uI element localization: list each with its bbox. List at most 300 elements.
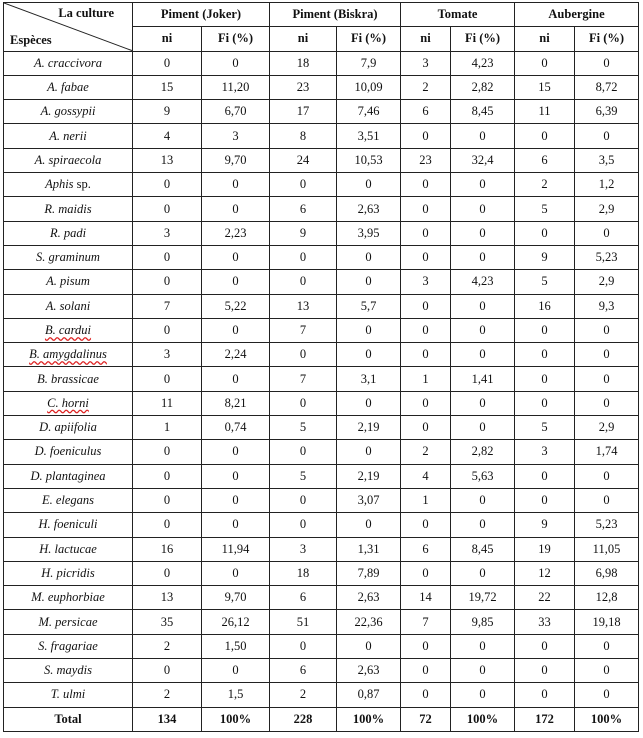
ni-cell: 4 <box>133 124 202 148</box>
ni-cell: 9 <box>515 245 575 269</box>
ni-cell: 0 <box>515 367 575 391</box>
total-cell: 100% <box>202 707 270 731</box>
group-header-piment-joker: Piment (Joker) <box>133 3 270 27</box>
ni-cell: 0 <box>133 173 202 197</box>
ni-cell: 0 <box>133 659 202 683</box>
ni-cell: 2 <box>133 683 202 707</box>
species-name: B. brassicae <box>37 371 99 386</box>
ni-cell: 9 <box>515 513 575 537</box>
ni-cell: 3 <box>401 51 451 75</box>
ni-cell: 0 <box>515 634 575 658</box>
fi-cell: 0 <box>202 270 270 294</box>
species-name-cell <box>4 634 133 658</box>
fi-cell: 32,4 <box>451 148 515 172</box>
fi-cell: 0 <box>575 464 639 488</box>
sub-header-fi: Fi (%) <box>575 27 639 51</box>
species-name-cell <box>4 221 133 245</box>
ni-cell: 0 <box>401 197 451 221</box>
species-name-cell <box>4 464 133 488</box>
species-name: A. spiraecola <box>34 152 102 167</box>
total-cell: 100% <box>451 707 515 731</box>
species-name: H. lactucae <box>39 541 97 556</box>
fi-cell: 2,63 <box>337 586 401 610</box>
fi-cell: 0 <box>451 221 515 245</box>
ni-cell: 1 <box>133 416 202 440</box>
table-row <box>4 124 639 148</box>
ni-cell: 0 <box>515 124 575 148</box>
fi-cell: 0 <box>451 318 515 342</box>
group-header-piment-biskra: Piment (Biskra) <box>270 3 401 27</box>
table-row <box>4 367 639 391</box>
total-cell: 228 <box>270 707 337 731</box>
fi-cell: 0 <box>575 221 639 245</box>
species-name-cell <box>4 683 133 707</box>
ni-cell: 6 <box>270 659 337 683</box>
fi-cell: 0 <box>202 197 270 221</box>
fi-cell: 1,31 <box>337 537 401 561</box>
ni-cell: 2 <box>270 683 337 707</box>
species-name: M. persicae <box>38 614 98 629</box>
species-name-cell <box>4 148 133 172</box>
fi-cell: 19,18 <box>575 610 639 634</box>
ni-cell: 35 <box>133 610 202 634</box>
fi-cell: 4,23 <box>451 270 515 294</box>
species-name-cell <box>4 416 133 440</box>
ni-cell: 1 <box>401 488 451 512</box>
table-row <box>4 294 639 318</box>
species-name-cell <box>4 75 133 99</box>
species-name-cell <box>4 51 133 75</box>
table-row <box>4 318 639 342</box>
ni-cell: 0 <box>401 124 451 148</box>
ni-cell: 0 <box>133 464 202 488</box>
ni-cell: 0 <box>270 245 337 269</box>
fi-cell: 5,23 <box>575 513 639 537</box>
total-cell: 134 <box>133 707 202 731</box>
fi-cell: 5,22 <box>202 294 270 318</box>
ni-cell: 0 <box>401 561 451 585</box>
ni-cell: 33 <box>515 610 575 634</box>
species-name: B. cardui <box>44 323 92 337</box>
fi-cell: 0 <box>451 294 515 318</box>
ni-cell: 7 <box>401 610 451 634</box>
species-name-cell <box>4 124 133 148</box>
ni-cell: 0 <box>133 197 202 221</box>
table-row <box>4 610 639 634</box>
fi-cell: 0 <box>337 634 401 658</box>
ni-cell: 5 <box>515 270 575 294</box>
table-row <box>4 270 639 294</box>
species-name: H. picridis <box>41 565 95 580</box>
fi-cell: 3 <box>202 124 270 148</box>
fi-cell: 0 <box>575 343 639 367</box>
fi-cell: 3,5 <box>575 148 639 172</box>
fi-cell: 11,05 <box>575 537 639 561</box>
ni-cell: 2 <box>133 634 202 658</box>
total-cell: 100% <box>337 707 401 731</box>
fi-cell: 10,53 <box>337 148 401 172</box>
fi-cell: 4,23 <box>451 51 515 75</box>
ni-cell: 14 <box>401 586 451 610</box>
fi-cell: 0 <box>451 173 515 197</box>
fi-cell: 0 <box>337 440 401 464</box>
fi-cell: 22,36 <box>337 610 401 634</box>
fi-cell: 0,87 <box>337 683 401 707</box>
fi-cell: 0 <box>337 245 401 269</box>
header-row-groups <box>4 3 639 27</box>
fi-cell: 3,1 <box>337 367 401 391</box>
species-name-cell <box>4 173 133 197</box>
fi-cell: 9,3 <box>575 294 639 318</box>
ni-cell: 1 <box>401 367 451 391</box>
ni-cell: 0 <box>515 464 575 488</box>
table-row <box>4 513 639 537</box>
species-label: Espèces <box>10 32 52 47</box>
fi-cell: 0 <box>575 367 639 391</box>
ni-cell: 18 <box>270 561 337 585</box>
fi-cell: 0 <box>575 124 639 148</box>
species-name: A. craccivora <box>33 55 103 70</box>
total-cell: 172 <box>515 707 575 731</box>
ni-cell: 0 <box>515 343 575 367</box>
fi-cell: 2,19 <box>337 416 401 440</box>
species-name: S. graminum <box>36 250 100 265</box>
ni-cell: 13 <box>270 294 337 318</box>
fi-cell: 0 <box>202 51 270 75</box>
species-name-cell <box>4 659 133 683</box>
ni-cell: 0 <box>401 294 451 318</box>
sub-header-fi: Fi (%) <box>337 27 401 51</box>
ni-cell: 0 <box>401 245 451 269</box>
fi-cell: 8,72 <box>575 75 639 99</box>
ni-cell: 0 <box>133 488 202 512</box>
fi-cell: 0 <box>451 197 515 221</box>
ni-cell: 5 <box>515 197 575 221</box>
ni-cell: 3 <box>401 270 451 294</box>
table-row <box>4 440 639 464</box>
ni-cell: 3 <box>133 221 202 245</box>
table-body <box>4 51 639 707</box>
ni-cell: 0 <box>133 270 202 294</box>
table-row <box>4 100 639 124</box>
ni-cell: 15 <box>515 75 575 99</box>
fi-cell: 0 <box>337 391 401 415</box>
ni-cell: 0 <box>270 440 337 464</box>
fi-cell: 6,39 <box>575 100 639 124</box>
fi-cell: 7,9 <box>337 51 401 75</box>
fi-cell: 8,21 <box>202 391 270 415</box>
species-name: R. padi <box>49 225 87 240</box>
species-name-cell <box>4 586 133 610</box>
table-row <box>4 245 639 269</box>
species-name: A. pisum <box>46 274 90 289</box>
ni-cell: 0 <box>270 173 337 197</box>
ni-cell: 23 <box>270 75 337 99</box>
group-header-aubergine: Aubergine <box>515 3 639 27</box>
ni-cell: 0 <box>515 488 575 512</box>
ni-cell: 0 <box>401 221 451 245</box>
ni-cell: 6 <box>401 537 451 561</box>
ni-cell: 0 <box>133 367 202 391</box>
species-name-cell <box>4 561 133 585</box>
ni-cell: 11 <box>133 391 202 415</box>
ni-cell: 0 <box>270 391 337 415</box>
ni-cell: 0 <box>401 659 451 683</box>
fi-cell: 0 <box>202 513 270 537</box>
fi-cell: 2,24 <box>202 343 270 367</box>
corner-header-cell <box>4 3 133 52</box>
fi-cell: 26,12 <box>202 610 270 634</box>
species-name-cell <box>4 391 133 415</box>
ni-cell: 12 <box>515 561 575 585</box>
species-name-cell <box>4 294 133 318</box>
fi-cell: 3,51 <box>337 124 401 148</box>
fi-cell: 9,85 <box>451 610 515 634</box>
ni-cell: 0 <box>401 513 451 537</box>
fi-cell: 2,63 <box>337 659 401 683</box>
fi-cell: 0 <box>202 440 270 464</box>
species-name-cell <box>4 245 133 269</box>
table-row <box>4 343 639 367</box>
fi-cell: 8,45 <box>451 537 515 561</box>
table-row <box>4 634 639 658</box>
fi-cell: 0 <box>451 488 515 512</box>
ni-cell: 15 <box>133 75 202 99</box>
species-name: E. elegans <box>41 493 95 508</box>
fi-cell: 0 <box>337 270 401 294</box>
ni-cell: 0 <box>401 634 451 658</box>
table-row <box>4 464 639 488</box>
table-row <box>4 75 639 99</box>
ni-cell: 0 <box>401 416 451 440</box>
species-epithet: sp. <box>76 177 91 192</box>
ni-cell: 0 <box>515 683 575 707</box>
species-name: A. gossypii <box>40 104 96 119</box>
fi-cell: 1,2 <box>575 173 639 197</box>
ni-cell: 13 <box>133 586 202 610</box>
ni-cell: 51 <box>270 610 337 634</box>
fi-cell: 2,19 <box>337 464 401 488</box>
group-header-tomate: Tomate <box>401 3 515 27</box>
species-name-cell <box>4 343 133 367</box>
table-row <box>4 221 639 245</box>
ni-cell: 13 <box>133 148 202 172</box>
ni-cell: 9 <box>133 100 202 124</box>
species-name-cell <box>4 513 133 537</box>
fi-cell: 0 <box>575 634 639 658</box>
fi-cell: 2,9 <box>575 416 639 440</box>
fi-cell: 0 <box>575 683 639 707</box>
ni-cell: 3 <box>133 343 202 367</box>
ni-cell: 18 <box>270 51 337 75</box>
ni-cell: 0 <box>401 318 451 342</box>
fi-cell: 2,23 <box>202 221 270 245</box>
fi-cell: 3,95 <box>337 221 401 245</box>
ni-cell: 0 <box>515 51 575 75</box>
table-row <box>4 488 639 512</box>
total-row <box>4 707 639 731</box>
ni-cell: 0 <box>401 391 451 415</box>
ni-cell: 0 <box>133 318 202 342</box>
species-name-cell <box>4 100 133 124</box>
fi-cell: 0 <box>451 391 515 415</box>
ni-cell: 19 <box>515 537 575 561</box>
ni-cell: 16 <box>515 294 575 318</box>
species-name-cell <box>4 610 133 634</box>
fi-cell: 9,70 <box>202 586 270 610</box>
fi-cell: 2,82 <box>451 440 515 464</box>
species-name: D. apiifolia <box>39 420 97 435</box>
fi-cell: 2,9 <box>575 270 639 294</box>
ni-cell: 6 <box>515 148 575 172</box>
ni-cell: 24 <box>270 148 337 172</box>
fi-cell: 8,45 <box>451 100 515 124</box>
fi-cell: 12,8 <box>575 586 639 610</box>
fi-cell: 0 <box>575 391 639 415</box>
fi-cell: 0 <box>202 488 270 512</box>
fi-cell: 1,50 <box>202 634 270 658</box>
fi-cell: 1,74 <box>575 440 639 464</box>
species-name-cell <box>4 197 133 221</box>
ni-cell: 0 <box>270 270 337 294</box>
fi-cell: 19,72 <box>451 586 515 610</box>
species-name-cell <box>4 537 133 561</box>
fi-cell: 5,7 <box>337 294 401 318</box>
ni-cell: 0 <box>401 173 451 197</box>
fi-cell: 7,89 <box>337 561 401 585</box>
fi-cell: 10,09 <box>337 75 401 99</box>
sub-header-ni: ni <box>133 27 202 51</box>
species-name: H. foeniculi <box>38 517 98 532</box>
ni-cell: 0 <box>515 318 575 342</box>
ni-cell: 23 <box>401 148 451 172</box>
ni-cell: 0 <box>515 221 575 245</box>
fi-cell: 0 <box>202 173 270 197</box>
fi-cell: 0 <box>451 683 515 707</box>
fi-cell: 0 <box>575 51 639 75</box>
total-cell: 100% <box>575 707 639 731</box>
species-name: R. maidis <box>44 201 92 216</box>
ni-cell: 9 <box>270 221 337 245</box>
sub-header-fi: Fi (%) <box>202 27 270 51</box>
table-row <box>4 561 639 585</box>
fi-cell: 0 <box>337 318 401 342</box>
ni-cell: 7 <box>270 318 337 342</box>
ni-cell: 6 <box>270 197 337 221</box>
fi-cell: 0 <box>337 513 401 537</box>
species-name: S. maydis <box>44 663 92 678</box>
fi-cell: 0 <box>337 343 401 367</box>
ni-cell: 3 <box>270 537 337 561</box>
ni-cell: 0 <box>133 440 202 464</box>
ni-cell: 0 <box>270 343 337 367</box>
table-row <box>4 173 639 197</box>
sub-header-ni: ni <box>270 27 337 51</box>
fi-cell: 0 <box>337 173 401 197</box>
ni-cell: 2 <box>515 173 575 197</box>
fi-cell: 2,9 <box>575 197 639 221</box>
ni-cell: 0 <box>270 634 337 658</box>
ni-cell: 11 <box>515 100 575 124</box>
fi-cell: 9,70 <box>202 148 270 172</box>
table-row <box>4 197 639 221</box>
fi-cell: 1,5 <box>202 683 270 707</box>
fi-cell: 0 <box>451 513 515 537</box>
species-name-cell <box>4 488 133 512</box>
ni-cell: 2 <box>401 440 451 464</box>
species-name: S. fragariae <box>38 638 98 653</box>
species-name: D. foeniculus <box>34 444 102 459</box>
species-name-cell <box>4 318 133 342</box>
ni-cell: 0 <box>401 343 451 367</box>
total-label: Total <box>4 707 133 731</box>
ni-cell: 3 <box>515 440 575 464</box>
species-name: C. horni <box>47 395 89 410</box>
ni-cell: 0 <box>133 245 202 269</box>
table-row <box>4 537 639 561</box>
ni-cell: 4 <box>401 464 451 488</box>
sub-header-ni: ni <box>515 27 575 51</box>
fi-cell: 0 <box>202 464 270 488</box>
table-row <box>4 416 639 440</box>
fi-cell: 11,20 <box>202 75 270 99</box>
species-name: T. ulmi <box>50 687 86 702</box>
species-name: M. euphorbiae <box>31 590 105 605</box>
fi-cell: 1,41 <box>451 367 515 391</box>
ni-cell: 0 <box>270 513 337 537</box>
fi-cell: 0 <box>575 488 639 512</box>
total-cell: 72 <box>401 707 451 731</box>
species-name: B. amygdalinus <box>29 347 107 362</box>
fi-cell: 3,07 <box>337 488 401 512</box>
fi-cell: 2,63 <box>337 197 401 221</box>
species-name-cell <box>4 440 133 464</box>
ni-cell: 0 <box>133 561 202 585</box>
ni-cell: 0 <box>133 51 202 75</box>
ni-cell: 5 <box>515 416 575 440</box>
species-name: Aphis <box>45 177 74 192</box>
ni-cell: 6 <box>270 586 337 610</box>
ni-cell: 17 <box>270 100 337 124</box>
sub-header-fi: Fi (%) <box>451 27 515 51</box>
table-row <box>4 683 639 707</box>
species-name-cell <box>4 367 133 391</box>
ni-cell: 0 <box>515 659 575 683</box>
species-name: D. plantaginea <box>30 468 106 483</box>
fi-cell: 5,23 <box>575 245 639 269</box>
ni-cell: 2 <box>401 75 451 99</box>
fi-cell: 0 <box>202 561 270 585</box>
ni-cell: 7 <box>270 367 337 391</box>
species-name: A. nerii <box>49 128 87 143</box>
fi-cell: 0 <box>575 318 639 342</box>
ni-cell: 0 <box>133 513 202 537</box>
fi-cell: 0 <box>451 659 515 683</box>
fi-cell: 0 <box>202 318 270 342</box>
fi-cell: 6,98 <box>575 561 639 585</box>
ni-cell: 16 <box>133 537 202 561</box>
species-table <box>3 2 639 732</box>
ni-cell: 5 <box>270 464 337 488</box>
fi-cell: 0,74 <box>202 416 270 440</box>
table-row <box>4 391 639 415</box>
ni-cell: 5 <box>270 416 337 440</box>
ni-cell: 22 <box>515 586 575 610</box>
fi-cell: 0 <box>202 245 270 269</box>
table-row <box>4 148 639 172</box>
species-name-cell <box>4 270 133 294</box>
table-row <box>4 586 639 610</box>
